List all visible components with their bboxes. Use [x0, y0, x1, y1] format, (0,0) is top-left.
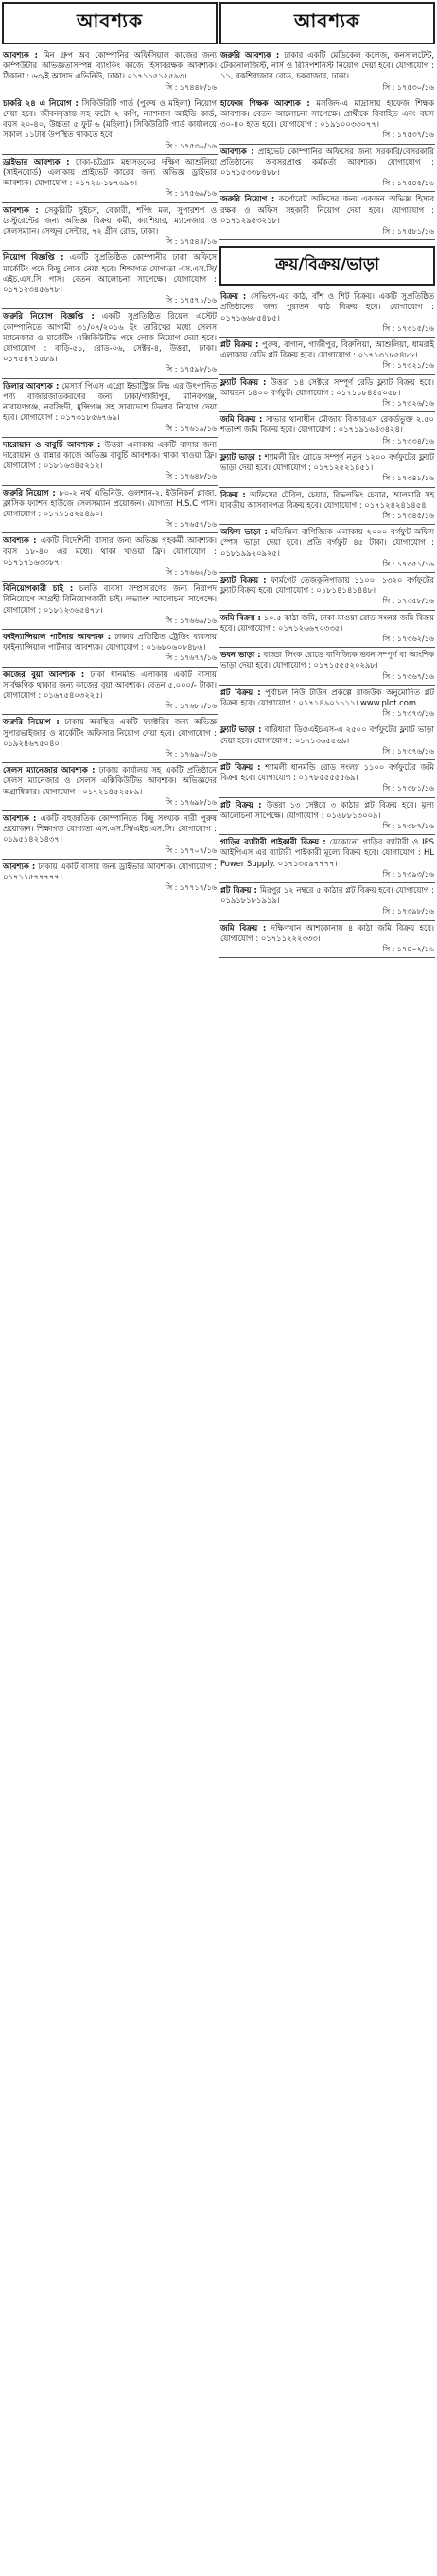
- ad-reference: সি : ১৭৩৮১/১৬: [382, 784, 434, 793]
- classified-ad: [219, 412, 435, 450]
- ad-text: চলতি ব্যবসা সম্প্রসারণের জন্য নিরাপদ বিনিয়োগে আগ্রহী বিনিয়োগকারী চাই। লভ্যাংশ আলোচনা সাপেক্ষে। যোগাযোগ : ০১৮১২৩৬৫৪৭৮।: [3, 583, 217, 615]
- ad-reference: সি : ১৭৬৮১/১৬: [165, 702, 217, 711]
- ad-keyword: নিয়োগ বিজ্ঞপ্তি :: [3, 252, 64, 263]
- ad-keyword: ফ্ল্যাট বিক্রয় :: [220, 574, 267, 584]
- ad-text: ঢাকায় অবস্থিত একটি ফ্যাক্টরির জন্য অভিজ্ঞ সুপারভাইজার ও মার্কেটিং অফিসার নিয়োগ দেয়া হবে। যোগাযোগ : ০১৯২৪৬৭৫০৪০।: [3, 717, 217, 748]
- ad-reference: সি : ১৭৩৭৩/১৬: [382, 709, 434, 719]
- classified-ad: [2, 48, 218, 96]
- ad-text: কর্পোরেট অফিসের জন্য একজন অভিজ্ঞ হিসাব রক্ষক ও অফিস সহকারী নিয়োগ দেয়া হবে। যোগাযোগ : ০১৭১২৯৫৩২১৮।: [220, 194, 434, 225]
- classified-ad: [2, 715, 218, 763]
- ad-text: অফিসের টেবিল, চেয়ার, রিভলভিং চেয়ার, আলমারি সহ যাবতীয় আসবাবপত্র বিক্রয় হবে। যোগাযোগ : ০১৭১২৪২৪১৪৫৪।: [220, 489, 434, 510]
- ad-reference: সি : ১৭৩৩৪/১৬: [382, 436, 434, 445]
- ad-reference: সি : ১৭৩৭৬/১৬: [382, 746, 434, 756]
- ad-keyword: হাফেজ শিক্ষক আবশ্যক :: [220, 97, 310, 108]
- classified-ad: [219, 835, 435, 883]
- ad-text: ঢাকায় প্রতিষ্ঠিত ট্রেডিং ব্যবসায় ফাইন্যান্সিয়াল পার্টনার আবশ্যক। যোগাযোগ : ০১৬৮০৬০৮৪৮৬।: [3, 631, 217, 653]
- ad-reference: সি : ১৭৭০৭/১৬: [165, 845, 217, 855]
- sale-ads-list: [219, 289, 435, 958]
- classified-ad: [2, 668, 218, 716]
- ad-reference: সি : ১৭৬৯০/১৬: [165, 749, 217, 758]
- ad-reference: সি : ১৭৫৯৮/১৬: [165, 365, 217, 374]
- ad-reference: সি : ১৭৬৯৮/১৬: [165, 797, 217, 807]
- ad-reference: সি : ১৭৩২১/১৬: [382, 361, 434, 371]
- ad-text: মেসার্স পিএস এগ্রো ইন্ডাস্ট্রিজ লিঃ এর উৎপাদিত পণ্য বাজারজাতকরণের জন্য ঢাকা/গাজীপুর, মানিকগঞ্জ, নারায়ণগঞ্জ, নরসিংদী, মুন্সিগঞ্জ সহ সারাদেশে ডিলার নিয়োগ দেয়া হবে। যোগাযোগ : ০১৭৩১৮৫৬৭৬৯।: [3, 380, 217, 423]
- classified-ad: [219, 760, 435, 798]
- ad-reference: সি : ১৭৩২৬/১৬: [382, 399, 434, 409]
- classified-ad: [219, 611, 435, 649]
- classified-ad: [219, 722, 435, 760]
- ad-text: উত্তরা ১৪ সেক্টরে সম্পূর্ণ রেডি ফ্ল্যাট বিক্রয় হবে। আয়তন ১৪০০ বর্গফুট। যোগাযোগ : ০১৭১১৮৪৪৫০৫৮।: [220, 376, 434, 397]
- left-column: [2, 0, 218, 2576]
- classified-ad: [219, 48, 435, 96]
- column-header-wanted: আবশ্যক: [2, 2, 218, 44]
- ad-keyword: বিক্রয় :: [220, 291, 247, 302]
- ad-text: সেভিংস-এর কাঠ, বাঁশ ও শিট বিক্রয়। একটি সুপ্রতিষ্ঠিত প্রতিষ্ঠানের জন্য পুরাতন কাঠ বিক্রয় হবে। যোগাযোগ : ০১৭১৬৬৮৫৪৮৫।: [220, 291, 435, 322]
- ad-text: পুরুষ, বাগান, গাজীপুর, বিরুলিয়া, আশুলিয়া, ধামরাই এলাকায় রেডি প্লট বিক্রয় হবে। যোগাযোগ : ০১৭১৩১৮৫৪৮৮।: [220, 339, 434, 360]
- ad-reference: সি : ১৭৩৬৭/১৬: [382, 671, 434, 681]
- ad-keyword: আবশ্যক :: [3, 204, 39, 215]
- ad-reference: সি : ১৭৩৮৭/১৬: [382, 821, 434, 830]
- ad-reference: সি : ১৭৩৫৮/১৬: [382, 597, 434, 606]
- ad-text: শ্যামলী ধানমন্ডি রোড সংলগ্ন ১১০০ বর্গফুটের জমি বিক্রয় হবে। যোগাযোগ : ০১৭৮৫৫৫৫৫৬৯।: [220, 761, 434, 783]
- classified-ad: [219, 525, 435, 573]
- classified-ad: [2, 763, 218, 811]
- ad-text: শ্যামলী রিং রোডে সম্পূর্ণ নতুন ১২০০ বর্গফুটের ফ্ল্যাট ভাড়া দেয়া হবে। যোগাযোগ : ০১৭১২৫২১৪৫১।: [220, 451, 434, 473]
- ad-reference: সি : ১৭৭১৭/১৬: [165, 883, 217, 893]
- classified-ad: [219, 96, 435, 145]
- ad-keyword: সেলস ম্যানেজার আবশ্যক :: [3, 765, 96, 775]
- ad-reference: সি : ১৭৫৮১/১৬: [382, 227, 434, 236]
- classified-ad: [219, 648, 435, 686]
- ad-text: উত্তরা ১৩ সেক্টরে ৩ কাঠার প্লট বিক্রয় হবে। মূল্য আলোচনা সাপেক্ষে। যোগাযোগ : ০১৬৮৮১৩০০৯।: [220, 799, 434, 820]
- section-banner-buy-sell-rent: ক্রয়/বিক্রয়/ভাড়া: [219, 246, 435, 286]
- ad-text: মতিঝিল বাণিজ্যিক এলাকায় ২০০০ বর্গফুট অফিস স্পেস ভাড়া দেয়া হবে। প্রতি বর্গফুট ৪৫ টাকা। যোগাযোগ : ০১৮১৯৯২০৯২৫।: [220, 527, 434, 558]
- ad-keyword: অফিস ভাড়া :: [220, 527, 268, 537]
- ad-reference: সি : ১৭৩৪৫/১৬: [382, 511, 434, 520]
- ad-text: সাভার থানাধীন মৌজায় বিআরএস রেকর্ডভুক্ত ২.৫০ শতাংশ জমি বিক্রয় হবে। যোগাযোগ : ০১৭১৯১৬৪৩৪২৪।: [220, 414, 434, 435]
- ad-text: উত্তরা এলাকায় একটি বাসার জন্য দারোয়ান ও রান্নার কাজে অভিজ্ঞ বাবুর্চি আবশ্যক। থাকা খাওয়া ফ্রি। যোগাযোগ : ০১৮১৬৩৪৫২১২।: [3, 439, 217, 471]
- ad-reference: সি : ১৭৫৪৪/১৬: [165, 237, 217, 247]
- ad-keyword: ফ্ল্যাট বিক্রয় :: [220, 376, 267, 387]
- ad-text: যেকোনো গাড়ির ব্যাটারী ও IPS আইপিএস এর ব্যাটারী পাইকারী মূল্যে বিক্রয় হবে। যোগাযোগ : HL Power Supply. ০১৭১৩৫৯৭৭৭৭।: [220, 837, 434, 868]
- ad-keyword: জরুরি নিয়োগ :: [220, 194, 275, 204]
- ad-text: মিন গ্রুপ অব কোম্পানির অফিসিয়াল কাজের জন্য কম্পিউটার অভিজ্ঞতাসম্পন্ন ব্যাংকিং কাজে হিসাবরক্ষক আবশ্যক। ঠিকানা : ৬৩/ই আসাদ এভিনিউ, ঢাকা। ০১৭১১৫১২৫৯৩।: [3, 50, 217, 81]
- ad-reference: সি : ১৭৫৩০/১৬: [382, 82, 434, 92]
- ad-text: একটি বিদেশিনী বাসার জন্য অভিজ্ঞ গৃহকর্মী আবশ্যক। বয়স ১৮-৪০ এর মধ্যে। থাকা খাওয়া ফ্রি। যোগাযোগ : ০১৭১৭১৬৩৩৮৭।: [3, 535, 217, 566]
- ad-text: ঢাকায় একটি বাসার জন্য ড্রাইভার আবশ্যক। যোগাযোগ : ০১৭১১৫৭৭৭৭৭।: [3, 861, 217, 882]
- ad-keyword: ফাইন্যান্সিয়াল পার্টনার আবশ্যক :: [3, 631, 112, 641]
- ad-keyword: জরুরি আবশ্যক :: [220, 50, 280, 60]
- ad-text: পূর্বাচল নিউ টাউন প্রকল্পে রাজউক অনুমোদিত প্লট বিক্রয় হবে। যোগাযোগ : ০১৭১৪৯০১১১১। www.plot.com: [220, 687, 434, 707]
- classified-ad: [219, 450, 435, 488]
- ad-reference: সি : ১৭৪৪৮/১৬: [165, 82, 217, 92]
- classified-ad: [2, 155, 218, 203]
- classified-ad: [2, 811, 218, 860]
- classified-ad: [219, 573, 435, 611]
- ad-text: ১০.৫ কাঠা জমি, ঢাকা-মাওয়া রোড সংলগ্ন জমি বিক্রয় হবে। যোগাযোগ : ০১৭১২৬৬৭০৩৩৫।: [220, 612, 434, 633]
- ad-keyword: জমি বিক্রয় :: [220, 414, 263, 425]
- ad-keyword: আবশ্যক :: [220, 146, 254, 156]
- classified-ad: [2, 486, 218, 534]
- ad-keyword: প্লট বিক্রয় :: [220, 799, 262, 809]
- ad-keyword: আবশ্যক :: [3, 535, 37, 546]
- ad-keyword: ভবন ভাড়া :: [220, 650, 261, 660]
- ad-text: সেকুরিটি সুইচস, বেকারী, শপিং মল, সুপারশপ ও রেস্টুরেন্টের জন্য অভিজ্ঞ বিক্রয় কর্মী, ক্যাশিয়ার, ম্যানেজার ও সেলসম্যান। সেল্ফুর সেন্টার, ৭২ গ্রীন রোড, ঢাকা।: [3, 204, 217, 236]
- classified-ad: [219, 686, 435, 723]
- classified-ad: [219, 289, 435, 338]
- ad-keyword: আবশ্যক :: [3, 861, 36, 871]
- ad-text: বাড্ডা লিংক রোডে বাণিজ্যিক ভবন সম্পূর্ণ বা আংশিক ভাড়া দেয়া হবে। যোগাযোগ : ০১৭১৫৫৫২০২৯৮।: [220, 650, 434, 670]
- ad-reference: সি : ১৭৩৫১/১৬: [382, 559, 434, 568]
- right-column: [219, 0, 435, 2576]
- ad-keyword: প্লট বিক্রয় :: [220, 339, 259, 350]
- ad-text: ঢাকা ধানমন্ডি এলাকায় একটি বাসায় সার্বক্ষণিক থাকার জন্য কাজের বুয়া আবশ্যক। বেতন ৫,০০০/- টাকা। যোগাযোগ : ০১৬৭৫৪০৩২২৫।: [3, 669, 217, 700]
- classified-ad: [2, 203, 218, 252]
- ad-reference: সি : ১৭৩৬২/১৬: [382, 634, 434, 643]
- ad-text: ৮০-২ নর্থ এভিনিউ, গুলশান-২, ইউনিকর্ন প্লাজা, ক্লাসিক ফ্যাশন হাউজে সেলসম্যান প্রয়োজন। যোগ্যতা H.S.C পাস। যোগাযোগ : ০১৭১১৫২৫৪৯০।: [3, 487, 217, 518]
- ad-keyword: আবশ্যক :: [3, 813, 37, 823]
- ad-text: ঢাকায় কার্যালয় সহ একটি প্রতিষ্ঠানে সেলস ম্যানেজার ও সেলস এক্সিকিউটিভ আবশ্যক। অভিজ্ঞদের অগ্রাধিকার। যোগাযোগ : ০১৭২১৪৫২৫৮৯।: [3, 765, 217, 796]
- classified-ad: [219, 883, 435, 921]
- ad-reference: সি : ১৭৬৬২/১৬: [165, 567, 217, 577]
- ad-text: একটি বহুজাতিক কোম্পানিতে কিছু সংখ্যক নারী পুরুষ প্রয়োজন। শিক্ষাগত যোগ্যতা এস.এস.সি/এইচ.এস.সি। যোগাযোগ : ০১৯৫১৪২১৪৩৭।: [3, 813, 217, 844]
- column-header-wanted-right: আবশ্যক: [219, 2, 435, 44]
- ad-keyword: ডিলার আবশ্যক :: [3, 380, 60, 391]
- ad-reference: সি : ১৭৪০২/১৬: [382, 945, 434, 954]
- ad-keyword: ড্রাইভার আবশ্যক :: [3, 156, 70, 166]
- ad-keyword: চাকরি ২৪ এ নিয়োগ :: [3, 97, 79, 108]
- ad-keyword: ফ্ল্যাট ভাড়া :: [220, 724, 262, 735]
- ad-reference: সি : ১৭৬৭৭/১৬: [165, 653, 217, 663]
- ad-keyword: জমি বিক্রয় :: [220, 922, 267, 932]
- classified-ad: [2, 860, 218, 897]
- ad-reference: সি : ১৭৫৬৯/১৬: [165, 189, 217, 199]
- ad-keyword: জরুরি নিয়োগ বিজ্ঞপ্তি :: [3, 311, 95, 322]
- ad-text: সিকিউরিটি গার্ড (পুরুষ ও মহিলা) নিয়োগ দেয়া হবে। জীবনবৃত্তান্ত সহ ফটো ২ কপি, ন্যাশনাল আইডি কার্ড, বয়স ২০-৪০, উচ্চতা ৫ ফুট ৬ (মহিলা)। সিকিউরিটি গার্ড কার্যালয়ে সকাল ১১টায় উপস্থিত থাকতে হবে।: [3, 97, 218, 140]
- ad-reference: সি : ১৭৩১৫/১৬: [382, 323, 434, 333]
- classified-ad: [219, 375, 435, 413]
- ad-text: মিরপুর ১২ নম্বরে ৫ কাঠার প্লট বিক্রয় হবে। যোগাযোগ : ০১৯১৮১৮১৯১৯।: [220, 885, 434, 906]
- ad-reference: সি : ১৭৬১৯/১৬: [165, 424, 217, 433]
- ad-text: বারিধারা ডিওএইচএস-এ ২৫০০ বর্গফুটের ফ্ল্যাট ভাড়া দেয়া হবে। যোগাযোগ : ০১৭১৩৬৫৫৬৯।: [220, 724, 434, 745]
- classified-ad: [2, 630, 218, 668]
- classified-ad: [2, 533, 218, 582]
- ad-reference: সি : ১৭৬৬৯/১৬: [165, 616, 217, 625]
- ad-keyword: প্লট বিক্রয় :: [220, 885, 257, 895]
- ad-keyword: গাড়ির ব্যাটারী পাইকারী বিক্রয় :: [220, 837, 326, 847]
- ad-text: প্রাইভেট কোম্পানির অফিসের জন্য সরকারি/বেসরকারি প্রতিষ্ঠানের অবসরপ্রাপ্ত কর্মকর্তা আবশ্যক। যোগাযোগ : ০১৭১৫৩৩৮৪৮৮।: [220, 146, 434, 178]
- classified-ad: [219, 798, 435, 836]
- ad-reference: সি : ১৭৫৩৭/১৬: [382, 131, 434, 140]
- ad-keyword: দারোয়ান ও বাবুর্চি আবশ্যক :: [3, 439, 101, 449]
- classified-ad: [219, 338, 435, 375]
- ad-reference: সি : ১৭৩৪১/১৬: [382, 474, 434, 483]
- classified-ad: [2, 309, 218, 378]
- ad-text: মসজিদ-এ মাদ্রাসায় হাফেজ শিক্ষক আবশ্যক। বেতন আলোচনা সাপেক্ষে। প্রার্থীকে বিবাহিত এবং বয়স ৩০-৪০ হতে হবে। যোগাযোগ : ০১৯১০০৩৩০৭৭।: [220, 97, 435, 130]
- classified-ad: [2, 96, 218, 155]
- ad-keyword: আবশ্যক :: [3, 50, 38, 60]
- ad-text: দক্ষিণখান আশকোনায় ৪ কাঠা জমি বিক্রয় হবে। যোগাযোগ : ০১৭১১২২২৩৩৩।: [220, 922, 434, 943]
- ad-keyword: বিক্রয় :: [220, 489, 246, 499]
- ad-keyword: কাজের বুয়া আবশ্যক :: [3, 669, 85, 679]
- ad-text: একটি সুপ্রতিষ্ঠিত রিয়েল এস্টেট কোম্পানিতে আগামী ৩১/০৭/২০১৬ ইং তারিখের মধ্যে সেলস ম্যানেজার ও মার্কেটিং এক্সিকিউটিভ পদে লোক নিয়োগ দেয়া হবে। যোগাযোগ : বাড়ি-৫১, রোড-০৬, সেক্টর-৪, উত্তরা, ঢাকা। ০১৭৫৪৭১৫৮৯।: [3, 311, 217, 364]
- classified-ad: [2, 251, 218, 309]
- ad-keyword: প্লট বিক্রয় :: [220, 687, 261, 697]
- ad-keyword: বিনিয়োগকারী চাই :: [3, 583, 74, 594]
- ad-text: ঢাকার একটি মেডিকেল কলেজ, কনসালটেন্ট, টেকনোলজিস্ট, নার্স ও রিসিপশনিস্ট নিয়োগ দেয়া হবে। যোগাযোগ : ১১, বকশিবাজার রোড, চকবাজার, ঢাকা।: [220, 50, 434, 81]
- ad-keyword: জমি বিক্রয় :: [220, 612, 261, 622]
- classified-ad: [2, 582, 218, 630]
- ad-reference: সি : ১৭৬৫৭/১৬: [165, 520, 217, 530]
- right-ads-list: [219, 48, 435, 240]
- ad-text: একটি সুপ্রতিষ্ঠিত কোম্পানীর ঢাকা অফিসে মার্কেটিং পদে কিছু লোক নেয়া হবে। শিক্ষাগত যোগ্যতা এস.এস.সি/এইচ.এস.সি পাস। বেতন আলোচনা সাপেক্ষে। যোগাযোগ : ০১৭১২৩৪৫৬৭৮।: [3, 252, 217, 295]
- classified-ad: [219, 921, 435, 959]
- ad-reference: সি : ১৭৫৪৫/১৬: [382, 179, 434, 188]
- classified-ad: [219, 145, 435, 193]
- ad-keyword: প্লট বিক্রয় :: [220, 761, 261, 772]
- classified-ad: [219, 488, 435, 526]
- classified-ad: [2, 438, 218, 486]
- classified-ad: [2, 379, 218, 438]
- ad-reference: সি : ১৭৬৪৮/১৬: [165, 472, 217, 481]
- ad-reference: সি : ১৭৩৯৩/১৬: [382, 869, 434, 879]
- ad-reference: সি : ১৭৩৯৮/১৬: [382, 907, 434, 916]
- classified-ad: [219, 192, 435, 240]
- ad-keyword: ফ্ল্যাট ভাড়া :: [220, 451, 262, 461]
- ad-reference: সি : ১৭৫৩০/১৬: [165, 141, 217, 150]
- ad-keyword: জরুরি নিয়োগ :: [3, 487, 56, 497]
- ad-keyword: জরুরি নিয়োগ :: [3, 717, 60, 727]
- ad-reference: সি : ১৭৫৭১/১৬: [165, 296, 217, 305]
- ad-text: ঢাকা-চট্টগ্রাম মহাসড়কের দক্ষিণ আশুলিয়া (সাইনবোর্ড) এলাকায় প্রাইভেট কারের জন্য অভিজ্ঞ ড্রাইভার আবশ্যক। যোগাযোগ : ০১৭২৬-১৮৭৬৯৩।: [3, 156, 218, 188]
- ad-text: ফার্মগেট তেজকুনিপাড়ায় ১১০০, ১৩২০ বর্গফুটের ফ্ল্যাট বিক্রয় হবে। যোগাযোগ : ০১৮১৪১৪১৪৪৮।: [220, 574, 434, 596]
- left-ads-list: [2, 48, 218, 896]
